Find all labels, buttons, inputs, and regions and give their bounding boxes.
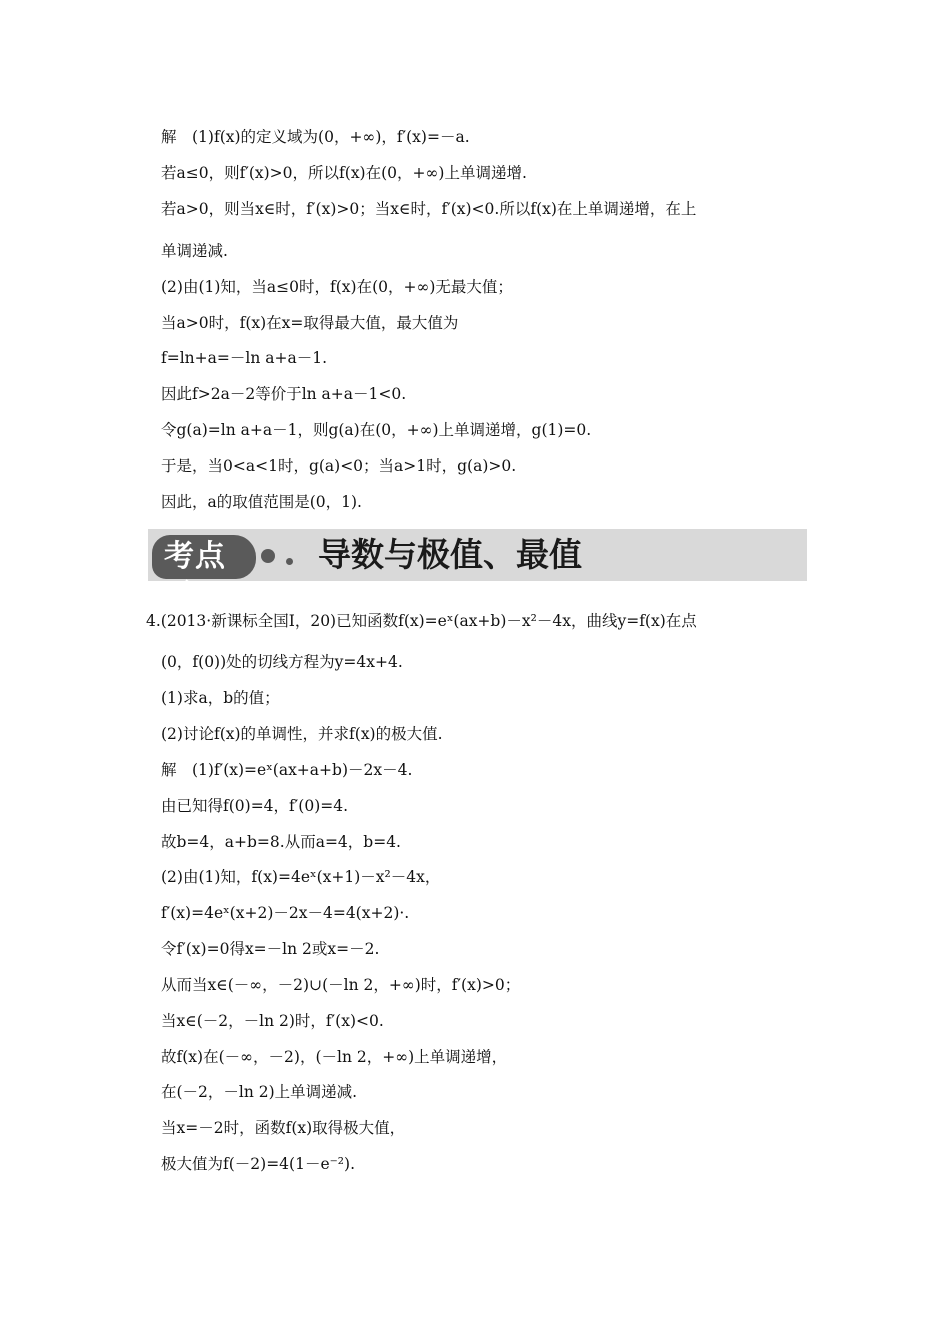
solution-line: (2)由(1)知，f(x)=4eˣ(x+1)－x²－4x， [161, 868, 441, 886]
solution-line: 若a>0，则当x∈时，f′(x)>0；当x∈时，f′(x)<0.所以f(x)在上单调递增，在上 [161, 200, 697, 218]
decorative-dot [261, 549, 275, 563]
section-banner [148, 529, 807, 610]
section-badge [152, 535, 256, 610]
solution-line: 故f(x)在(－∞，－2)，(－ln 2，+∞)上单调递增， [161, 1048, 508, 1066]
question-line: 4.(2013·新课标全国Ⅰ，20)已知函数f(x)=eˣ(ax+b)－x²－4x，曲线y=f(x)在点 [146, 612, 697, 630]
solution-line: 在(－2，－ln 2)上单调递减. [161, 1083, 358, 1101]
solution-line: 解 (1)f(x)的定义域为(0，+∞)，f′(x)=－a. [161, 128, 470, 146]
solution-line: 令f′(x)=0得x=－ln 2或x=－2. [161, 940, 380, 958]
solution-line: 当x∈(－2，－ln 2)时，f′(x)<0. [161, 1012, 384, 1030]
solution-line: 从而当x∈(－∞，－2)∪(－ln 2，+∞)时，f′(x)>0； [161, 976, 521, 994]
section-title: 导数与极值、最值 [318, 535, 582, 574]
solution-line: 当x=－2时，函数f(x)取得极大值， [161, 1119, 406, 1137]
solution-line: 因此，a的取值范围是(0，1). [161, 493, 362, 511]
solution-line: 于是，当0<a<1时，g(a)<0；当a>1时，g(a)>0. [161, 457, 517, 475]
solution-line: 因此f>2a－2等价于ln a+a－1<0. [161, 385, 407, 403]
solution-line: 解 (1)f′(x)=eˣ(ax+a+b)－2x－4. [161, 761, 413, 779]
solution-line: 令g(a)=ln a+a－1，则g(a)在(0，+∞)上单调递增，g(1)=0. [161, 421, 592, 439]
solution-line: 由已知得f(0)=4，f′(0)=4. [161, 797, 349, 815]
solution-line: 当a>0时，f(x)在x=取得最大值，最大值为 [161, 314, 459, 332]
solution-line: (2)由(1)知，当a≤0时，f(x)在(0，+∞)无最大值； [161, 278, 513, 296]
section-badge-label: 考点二 [164, 539, 226, 610]
solution-line: 若a≤0，则f′(x)>0，所以f(x)在(0，+∞)上单调递增. [161, 164, 527, 182]
solution-line: (1)求a，b的值； [161, 689, 280, 707]
solution-line: f′(x)=4eˣ(x+2)－2x－4=4(x+2)·. [161, 904, 410, 922]
decorative-dot [286, 558, 293, 565]
solution-line: 单调递减. [161, 242, 228, 260]
solution-line: 极大值为f(－2)=4(1－e⁻²). [161, 1155, 355, 1173]
solution-line: (2)讨论f(x)的单调性，并求f(x)的极大值. [161, 725, 443, 743]
solution-line: 故b=4，a+b=8.从而a=4，b=4. [161, 833, 401, 851]
solution-line: f=ln+a=－ln a+a－1. [161, 349, 328, 367]
question-line: (0，f(0))处的切线方程为y=4x+4. [161, 653, 403, 671]
